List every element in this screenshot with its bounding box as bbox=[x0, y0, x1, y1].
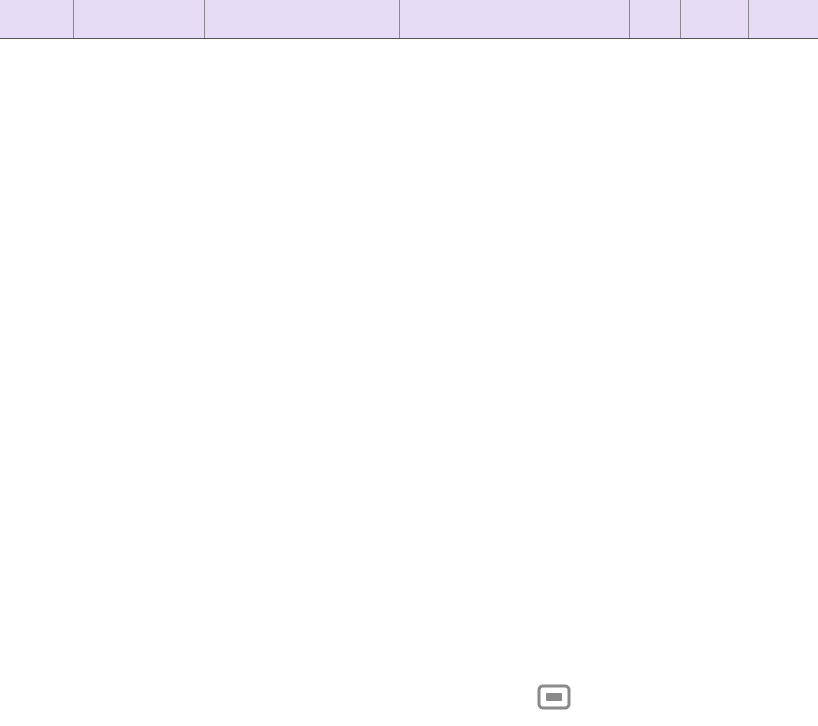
watermark bbox=[537, 680, 818, 714]
header-name bbox=[74, 0, 205, 38]
cart-logo-icon bbox=[537, 683, 571, 711]
header-article bbox=[0, 0, 74, 38]
table-header bbox=[0, 0, 818, 39]
header-description bbox=[400, 0, 630, 38]
header-size bbox=[630, 0, 681, 38]
header-price-opt bbox=[681, 0, 749, 38]
header-discount-price bbox=[749, 0, 818, 38]
header-image bbox=[205, 0, 400, 38]
